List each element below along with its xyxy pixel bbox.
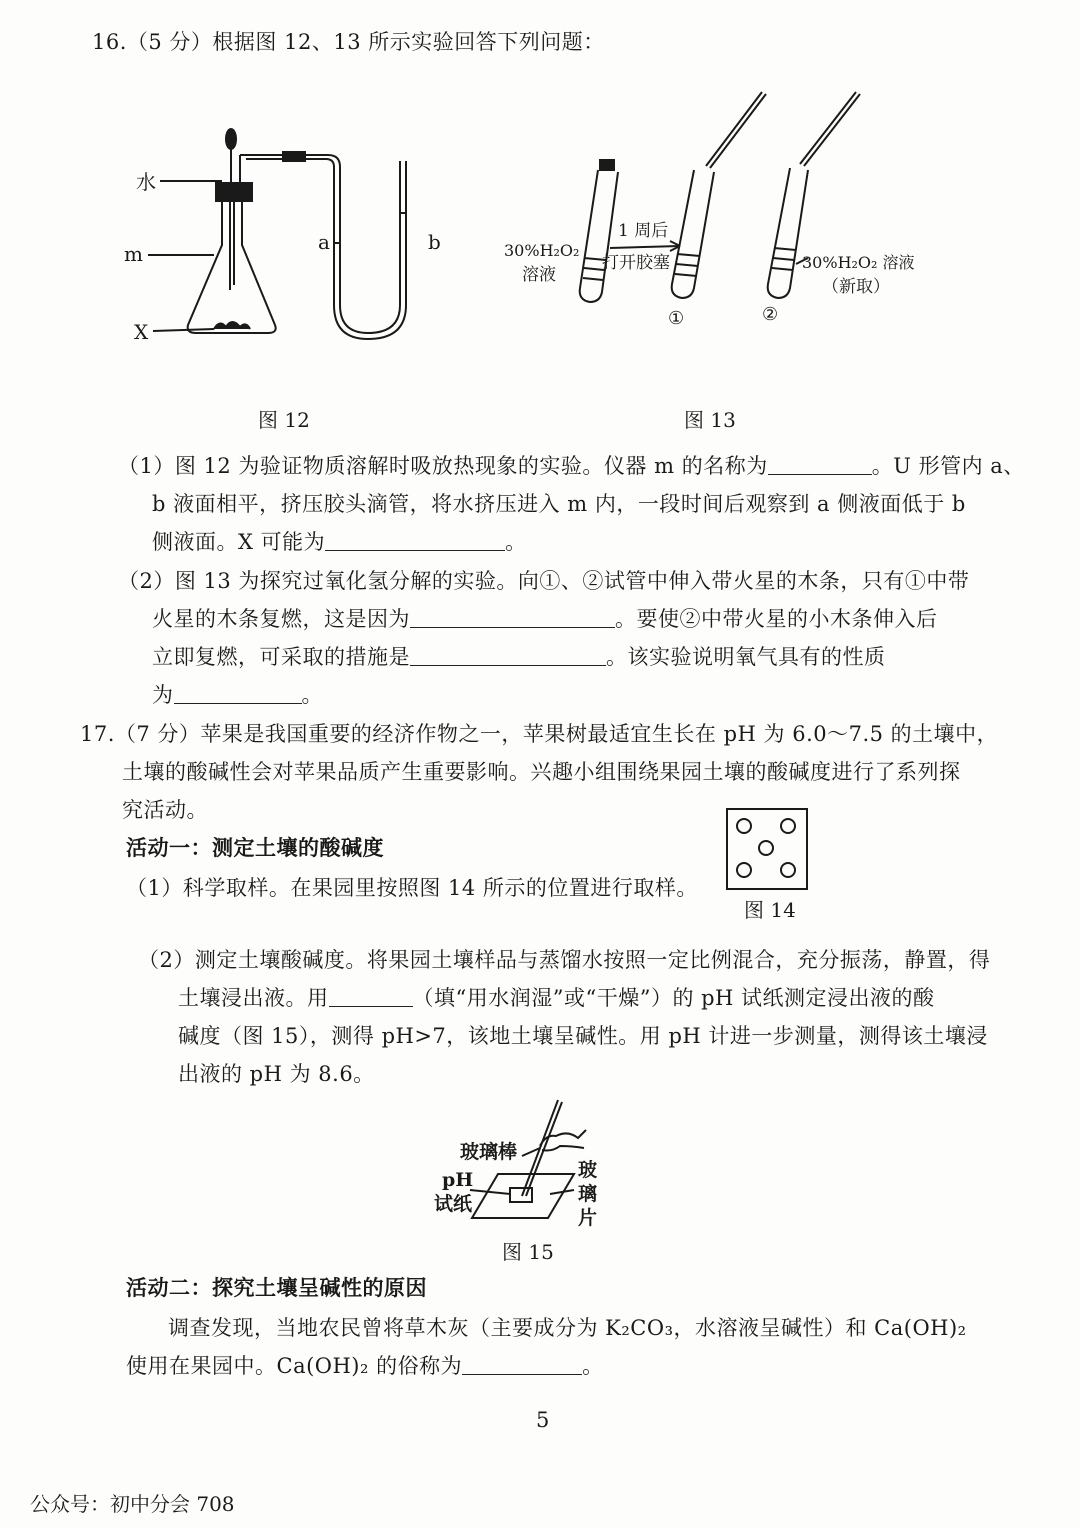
fig13-label-h2o2-left: 30%H₂O₂ <box>504 241 580 260</box>
fig12-label-water: 水 <box>136 170 156 194</box>
fig15-label-glass-1: 玻 <box>578 1159 598 1181</box>
q16-p2-line3 <box>152 641 886 671</box>
fig15-label-rod: 玻璃棒 <box>460 1141 518 1163</box>
fig15-label-glass-3: 片 <box>578 1207 598 1229</box>
q17-line3: 究活动。 <box>122 798 208 822</box>
q17-line2: 土壤的酸碱性会对苹果品质产生重要影响。兴趣小组围绕果园土壤的酸碱度进行了系列探 <box>122 760 961 784</box>
activity1-item2-line3: 碱度（图 15），测得 pH>7，该地土壤呈碱性。用 pH 计进一步测量，测得该土壤浸 <box>178 1024 988 1048</box>
a1-item2-line2-a: 土壤浸出液。用 <box>178 986 329 1010</box>
fig12-label-m: m <box>124 242 143 266</box>
activity1-item2-line1: （2）测定土壤酸碱度。将果园土壤样品与蒸馏水按照一定比例混合，充分振荡，静置，得 <box>138 948 991 972</box>
q16-p2-line3-b: 。该实验说明氧气具有的性质 <box>606 645 886 669</box>
q16-p2-line4 <box>152 679 323 709</box>
q16-p1-text-b: 。U 形管内 a、 <box>871 454 1025 478</box>
q16-p1-line3-a: 侧液面。X 可能为 <box>152 530 326 554</box>
fig12-label-a: a <box>318 230 330 254</box>
fig13-arrow-top: 1 周后 <box>618 221 669 241</box>
fig15-label-glass-2: 璃 <box>578 1183 598 1205</box>
blank-property[interactable] <box>174 683 302 704</box>
activity1-title: 活动一：测定土壤的酸碱度 <box>126 835 384 860</box>
q16-p2-line4-b: 。 <box>301 683 323 707</box>
figure-15-ph-test <box>428 1094 618 1234</box>
q16-p2-line4-a: 为 <box>152 683 174 707</box>
figure-14-sampling-grid <box>726 808 808 890</box>
q16-header: 16.（5 分）根据图 12、13 所示实验回答下列问题： <box>92 30 605 54</box>
blank-paper-state[interactable] <box>329 986 413 1007</box>
q16-p1-line1 <box>118 450 1025 480</box>
fig12-label-b: b <box>428 230 441 254</box>
q16-p2-line2 <box>152 603 938 633</box>
fig13-label-solution-left: 溶液 <box>522 265 556 285</box>
activity1-item2-line2 <box>178 982 935 1012</box>
q16-p1-line3-b: 。 <box>505 530 527 554</box>
fig13-arrow-bottom: 打开胶塞 <box>602 253 670 273</box>
q16-p1-line2: b 液面相平，挤压胶头滴管，将水挤压进入 m 内，一段时间后观察到 a 侧液面低于 b <box>152 492 966 516</box>
figure-12-diagram <box>118 95 468 355</box>
q17-line1: 17.（7 分）苹果是我国重要的经济作物之一，苹果树最适宜生长在 pH 为 6.0～7.5 的土壤中， <box>80 722 999 746</box>
fig14-caption: 图 14 <box>744 898 796 922</box>
blank-common-name[interactable] <box>462 1354 582 1375</box>
figure-13-diagram <box>500 88 940 338</box>
fig12-caption: 图 12 <box>258 408 310 432</box>
fig12-label-x: X <box>134 320 149 344</box>
fig15-label-ph: pH <box>442 1169 474 1191</box>
fig13-tube-1: ① <box>668 308 685 329</box>
q16-p2-line2-b: 。要使②中带火星的小木条伸入后 <box>615 607 938 631</box>
activity2-line2-a: 使用在果园中。Ca(OH)₂ 的俗称为 <box>126 1354 463 1378</box>
activity1-item1: （1）科学取样。在果园里按照图 14 所示的位置进行取样。 <box>126 876 698 900</box>
blank-instrument-name[interactable] <box>768 454 872 475</box>
fig13-tube-2: ② <box>762 304 779 325</box>
q16-p2-line2-a: 火星的木条复燃，这是因为 <box>152 607 410 631</box>
activity2-title: 活动二：探究土壤呈碱性的原因 <box>126 1275 427 1300</box>
page-number: 5 <box>536 1408 550 1432</box>
q16-p1-line3 <box>152 526 527 556</box>
q16-p1-text-a: （1）图 12 为验证物质溶解时吸放热现象的实验。仪器 m 的名称为 <box>118 454 768 478</box>
fig13-caption: 图 13 <box>684 408 736 432</box>
blank-substance-x[interactable] <box>325 530 505 551</box>
fig13-label-right: 30%H₂O₂ 溶液 <box>802 253 915 272</box>
footer-credit: 公众号：初中分会 708 <box>30 1492 235 1516</box>
q16-p2-line3-a: 立即复燃，可采取的措施是 <box>152 645 410 669</box>
activity2-line1: 调查发现，当地农民曾将草木灰（主要成分为 K₂CO₃，水溶液呈碱性）和 Ca(OH)₂ <box>168 1316 967 1340</box>
fig13-label-right-new: （新取） <box>822 277 890 297</box>
a1-item2-line2-b: （填“用水润湿”或“干燥”）的 pH 试纸测定浸出液的酸 <box>412 986 935 1010</box>
activity2-line2-b: 。 <box>582 1354 604 1378</box>
activity2-line2 <box>126 1350 604 1380</box>
q16-p2-line1: （2）图 13 为探究过氧化氢分解的实验。向①、②试管中伸入带火星的木条，只有①中带 <box>118 569 970 593</box>
blank-reason[interactable] <box>410 607 615 628</box>
fig15-caption: 图 15 <box>502 1240 554 1264</box>
fig15-label-paper: 试纸 <box>434 1193 473 1215</box>
activity1-item2-line4: 出液的 pH 为 8.6。 <box>178 1062 375 1086</box>
blank-measure[interactable] <box>410 645 606 666</box>
